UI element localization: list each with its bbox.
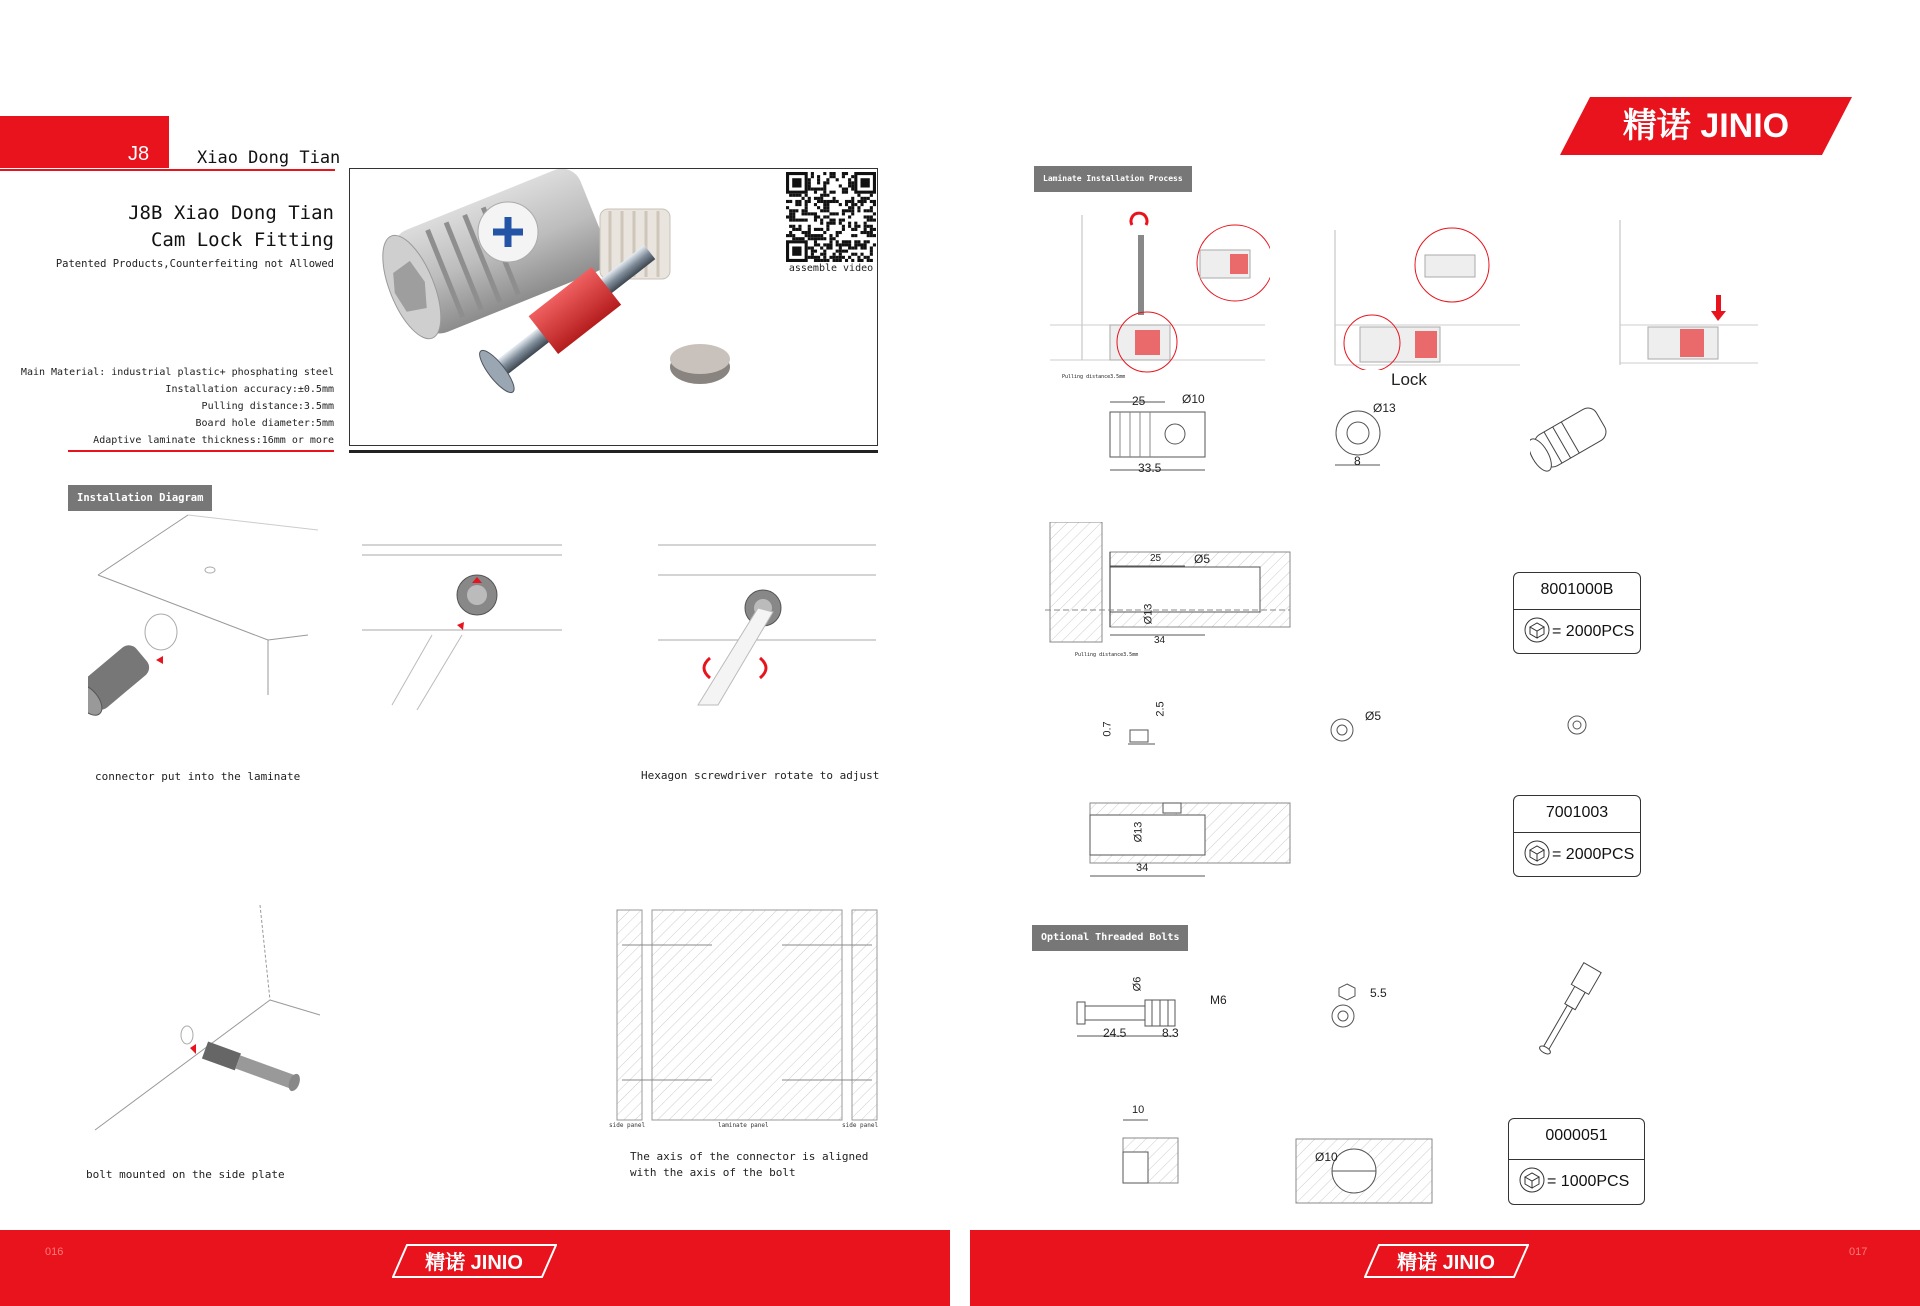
dim-2-5: 2.5 bbox=[1154, 701, 1167, 717]
dim-10: 10 bbox=[1132, 1104, 1145, 1116]
pack-qty-3: = 1000PCS bbox=[1547, 1173, 1630, 1190]
series-code: J8 bbox=[128, 143, 150, 165]
footer-logo-right bbox=[1364, 1244, 1529, 1278]
pack-qty-2: = 2000PCS bbox=[1552, 846, 1635, 863]
pack-divider-2 bbox=[1514, 832, 1640, 833]
bolt-head-icon bbox=[1325, 982, 1365, 1032]
dim-m6: M6 bbox=[1210, 993, 1227, 1007]
box-icon bbox=[1519, 1167, 1545, 1193]
section-drawing-cap bbox=[1088, 800, 1293, 885]
product-title-line1: J8B Xiao Dong Tian bbox=[128, 202, 334, 224]
product-title-line2: Cam Lock Fitting bbox=[150, 229, 334, 251]
dim-d5: Ø5 bbox=[1194, 552, 1211, 566]
laminate-step2-illustration bbox=[1330, 225, 1525, 370]
caption-step3: Hexagon screwdriver rotate to adjust bbox=[641, 769, 880, 782]
footer-logo-left bbox=[392, 1244, 557, 1278]
caption-step1: connector put into the laminate bbox=[95, 770, 301, 783]
dim-25: 25 bbox=[1132, 394, 1146, 408]
dim-d10c: Ø10 bbox=[1315, 1150, 1338, 1164]
pack-qty-1: = 2000PCS bbox=[1552, 623, 1635, 640]
spec-pulling: Pulling distance:3.5mm bbox=[201, 401, 334, 412]
caption-step5-line1: The axis of the connector is aligned bbox=[630, 1150, 869, 1163]
dim-8: 8 bbox=[1354, 454, 1361, 468]
dim-d13c: Ø13 bbox=[1132, 821, 1145, 843]
cam-iso-icon bbox=[1530, 405, 1630, 485]
optional-bolts-label: Optional Threaded Bolts bbox=[1032, 925, 1188, 951]
laminate-step3-illustration bbox=[1618, 215, 1763, 365]
pulling-note: Pulling distance3.5mm bbox=[1062, 374, 1126, 380]
label-side-panel-left: side panel bbox=[609, 1122, 646, 1129]
installation-diagram-label: Installation Diagram bbox=[68, 485, 212, 511]
pack-box-3 bbox=[1508, 1118, 1645, 1205]
step4-illustration bbox=[90, 900, 330, 1140]
dim-0-7: 0.7 bbox=[1101, 721, 1114, 737]
pack-code-2: 7001003 bbox=[1545, 804, 1609, 821]
step3-illustration bbox=[658, 540, 878, 710]
section-drawing-cam bbox=[1045, 522, 1295, 662]
dim-8-3: 8.3 bbox=[1162, 1026, 1179, 1040]
dim-d10: Ø10 bbox=[1182, 392, 1205, 406]
dim-d13b: Ø13 bbox=[1142, 603, 1155, 625]
dim-34b: 34 bbox=[1136, 862, 1149, 874]
series-name: Xiao Dong Tian bbox=[197, 148, 341, 168]
step5-illustration bbox=[612, 905, 882, 1125]
label-laminate-panel: laminate panel bbox=[718, 1122, 769, 1129]
lock-label: Lock bbox=[1391, 370, 1427, 389]
dim-drawing-hole bbox=[1118, 1110, 1183, 1185]
pack-code-1: 8001000B bbox=[1540, 581, 1614, 598]
footer-logo-text-left: 精诺 JINIO bbox=[425, 1252, 523, 1274]
spec-hole: Board hole diameter:5mm bbox=[195, 418, 334, 429]
title-rule bbox=[0, 169, 335, 171]
dim-33-5: 33.5 bbox=[1138, 461, 1162, 475]
cap-front-icon bbox=[1328, 716, 1358, 746]
dim-drawing-cam bbox=[1095, 392, 1235, 482]
dim-34: 34 bbox=[1154, 635, 1166, 646]
pulling-note-2: Pulling distance3.5mm bbox=[1075, 652, 1139, 658]
photo-underline bbox=[349, 450, 878, 453]
patent-note: Patented Products,Counterfeiting not Allowed bbox=[55, 258, 334, 270]
dim-25b: 25 bbox=[1150, 553, 1162, 564]
qr-label: assemble video bbox=[788, 263, 874, 274]
box-icon bbox=[1524, 840, 1550, 866]
pack-divider-1 bbox=[1514, 609, 1640, 610]
laminate-step1-illustration bbox=[1040, 210, 1270, 385]
caption-step5-line2: with the axis of the bolt bbox=[630, 1166, 796, 1179]
dim-drawing-bolt bbox=[1072, 980, 1222, 1045]
pack-code-3: 0000051 bbox=[1545, 1127, 1608, 1144]
laminate-process-label: Laminate Installation Process bbox=[1034, 166, 1192, 192]
pack-box-1 bbox=[1513, 572, 1641, 654]
spec-thickness: Adaptive laminate thickness:16mm or more bbox=[93, 435, 334, 446]
step2-illustration bbox=[362, 540, 572, 710]
dim-d6: Ø6 bbox=[1131, 976, 1144, 992]
dim-d13: Ø13 bbox=[1373, 401, 1396, 415]
spec-material: Main Material: industrial plastic+ phosphating steel bbox=[20, 367, 334, 378]
dim-24-5: 24.5 bbox=[1103, 1026, 1127, 1040]
dim-5-5: 5.5 bbox=[1370, 986, 1387, 1000]
pack-divider-3 bbox=[1509, 1159, 1644, 1160]
dim-d5b: Ø5 bbox=[1365, 709, 1382, 723]
qr-code-icon[interactable] bbox=[786, 172, 876, 262]
bolt-iso-icon bbox=[1530, 960, 1620, 1060]
cap-iso-icon bbox=[1565, 713, 1589, 737]
page-number-right: 017 bbox=[1849, 1246, 1868, 1258]
brand-logo-text: 精诺 JINIO bbox=[1622, 107, 1790, 145]
label-side-panel-right: side panel bbox=[842, 1122, 879, 1129]
step1-illustration bbox=[88, 510, 318, 740]
page-number-left: 016 bbox=[45, 1246, 64, 1258]
box-icon bbox=[1524, 617, 1550, 643]
footer-logo-text-right: 精诺 JINIO bbox=[1397, 1252, 1495, 1274]
pack-box-2 bbox=[1513, 795, 1641, 877]
caption-step4: bolt mounted on the side plate bbox=[86, 1168, 285, 1181]
spec-rule bbox=[68, 450, 334, 452]
brand-logo bbox=[1560, 97, 1852, 155]
hole-section-drawing bbox=[1294, 1137, 1434, 1205]
spec-accuracy: Installation accuracy:±0.5mm bbox=[165, 384, 334, 395]
